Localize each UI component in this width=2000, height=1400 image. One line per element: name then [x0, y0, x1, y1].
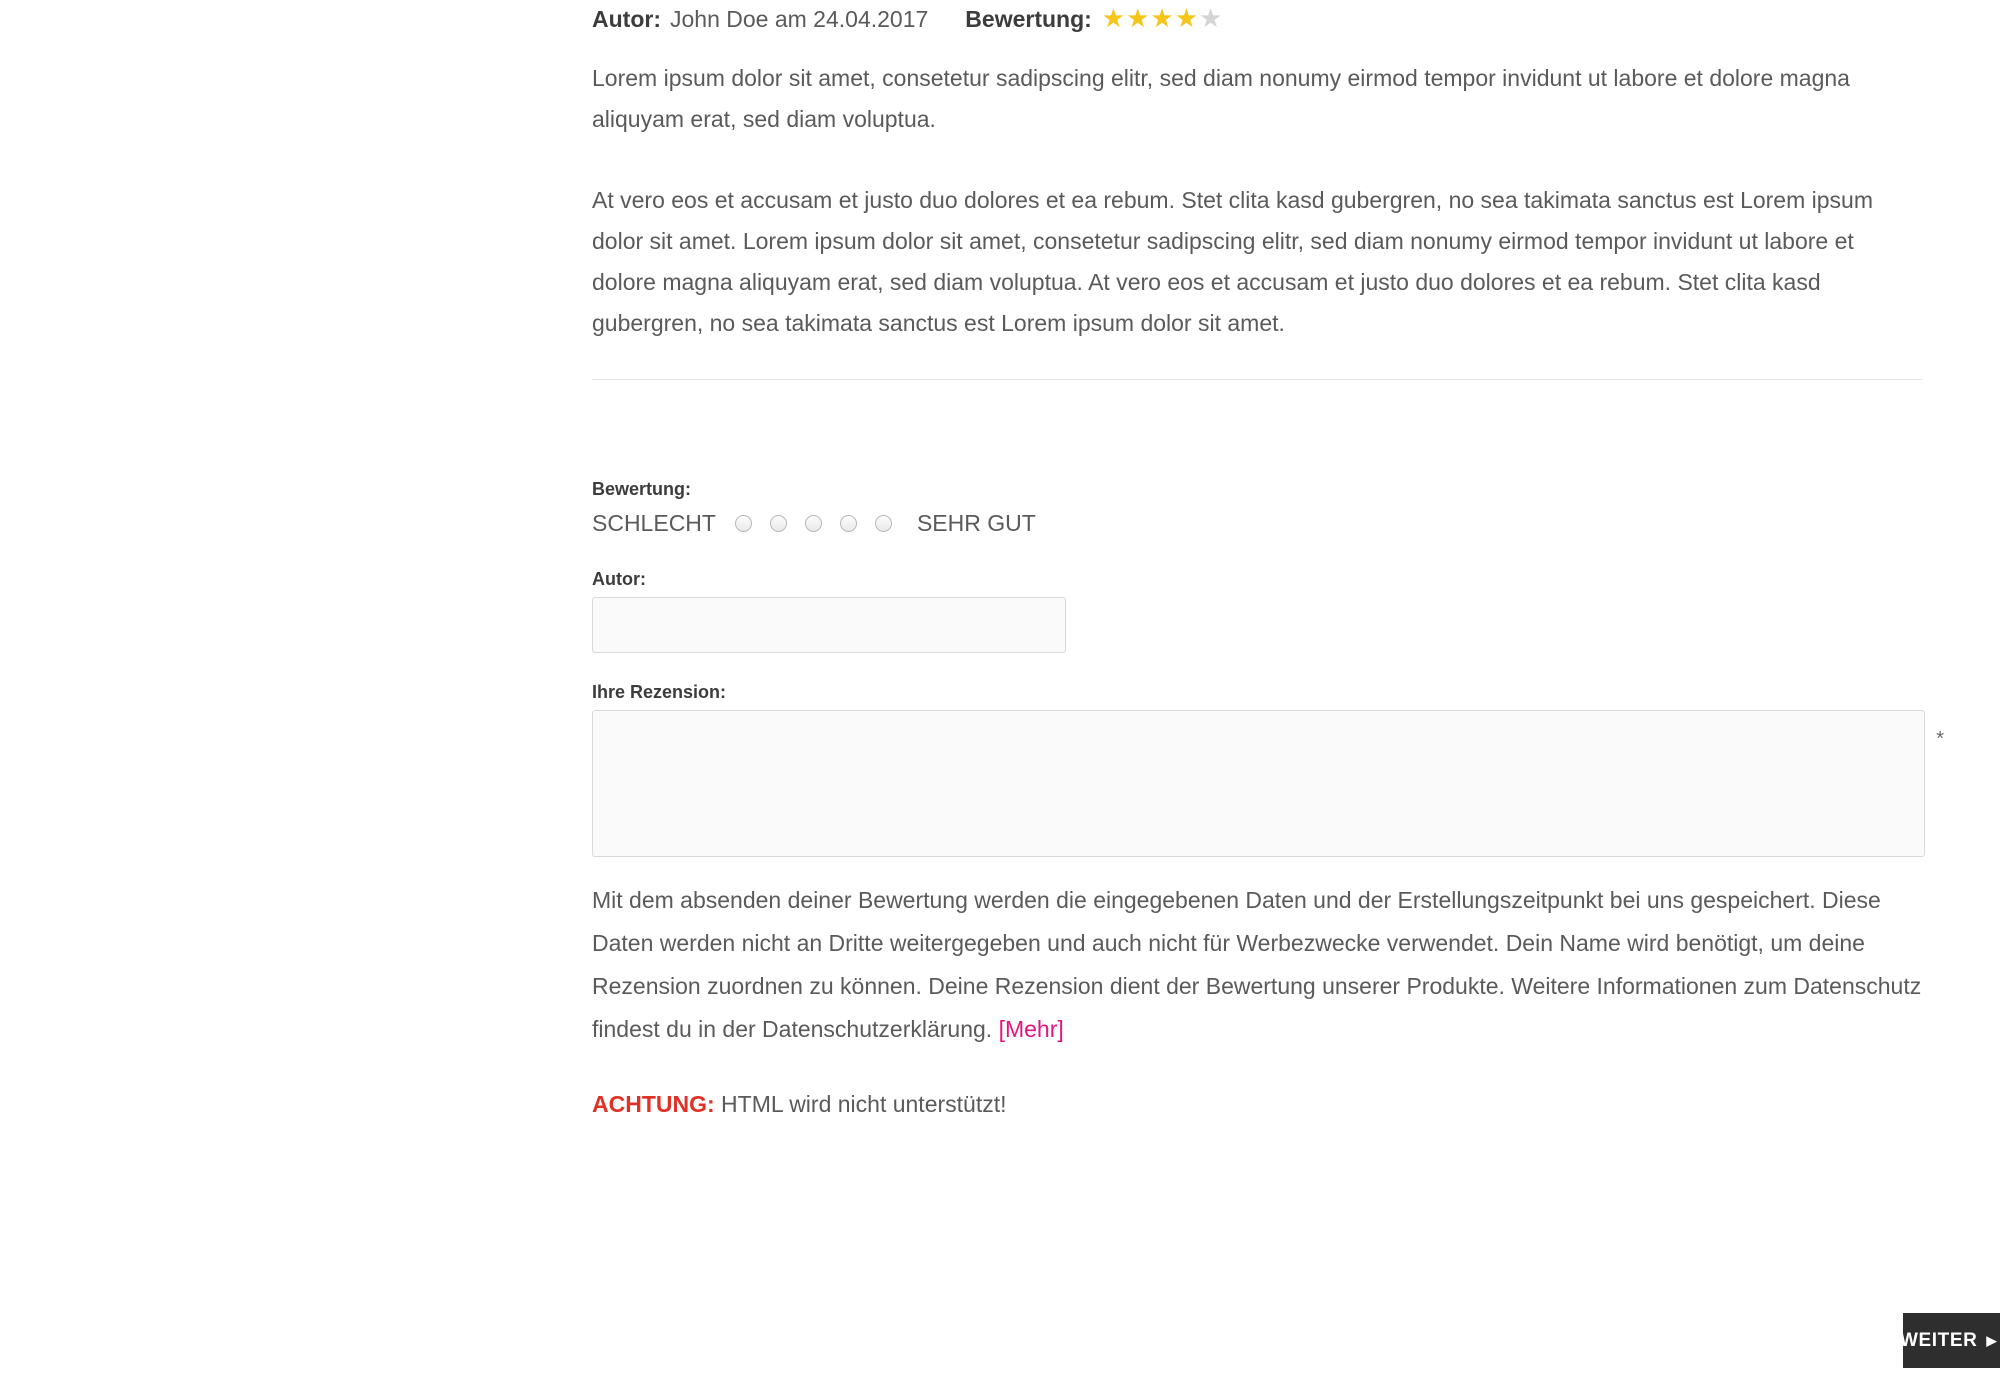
star-filled-icon: ★: [1126, 3, 1150, 33]
html-notice-text: HTML wird nicht unterstützt!: [721, 1091, 1007, 1117]
star-empty-icon: ★: [1199, 3, 1223, 33]
review-author-label: Autor:: [592, 6, 661, 32]
rating-scale-high-label: SEHR GUT: [916, 510, 1036, 536]
rating-radio-1[interactable]: [735, 515, 752, 532]
review-author-name: John Doe am 24.04.2017: [669, 6, 929, 32]
chevron-right-icon: ▶: [1986, 1333, 1998, 1348]
rating-radio-2[interactable]: [770, 515, 787, 532]
form-review-label: Ihre Rezension:: [592, 682, 727, 702]
rating-radio-group[interactable]: [726, 515, 901, 532]
html-notice: [592, 1087, 1924, 1121]
review-body: [592, 58, 1924, 344]
author-input[interactable]: [592, 597, 1066, 653]
review-rating-label: Bewertung:: [965, 6, 1092, 32]
html-notice-label: ACHTUNG:: [592, 1091, 715, 1117]
review-paragraph: At vero eos et accusam et justo duo dolores et ea rebum. Stet clita kasd gubergren, no sea takimata sanctus est Lorem ipsum dolor sit amet. Lorem ipsum dolor sit amet, consetetur sadipscing elitr, sed diam nonumy eirmod tempor invidunt ut labore et dolore magna aliquyam erat, sed diam voluptua. At vero eos et accusam et justo duo dolores et ea rebum. Stet clita kasd gubergren, no sea takimata sanctus est Lorem ipsum dolor sit amet.: [592, 187, 1874, 336]
required-marker: *: [1936, 728, 1944, 750]
review-form: [592, 476, 1944, 1121]
form-author-label: Autor:: [592, 569, 646, 589]
rating-radio-3[interactable]: [805, 515, 822, 532]
rating-scale-low-label: SCHLECHT: [592, 510, 716, 536]
content-column: [592, 0, 1944, 1121]
rating-radio-5[interactable]: [875, 515, 892, 532]
section-divider: [592, 379, 1922, 380]
star-filled-icon: ★: [1101, 3, 1126, 33]
privacy-notice-text: Mit dem absenden deiner Bewertung werden die eingegebenen Daten und der Erstellungszeitpunkt bei uns gespeichert. Diese Daten werden nicht an Dritte weitergegeben und auch nicht für Werbezwecke verwendet. Dein Name wird benötigt, um deine Rezension zuordnen zu können. Deine Rezension dient der Bewertung unserer Produkte. Weitere Informationen zum Datenschutz findest du in der Datenschutzerklärung.: [592, 887, 1922, 1042]
privacy-notice: [592, 879, 1937, 1051]
rating-selector: [592, 506, 1924, 540]
review-star-rating: [1102, 5, 1224, 31]
review-textarea-wrapper: [592, 710, 1944, 857]
review-textarea[interactable]: [592, 710, 1925, 857]
star-filled-icon: ★: [1174, 3, 1199, 33]
form-rating-label: Bewertung:: [592, 479, 691, 499]
review-header: [592, 0, 1924, 36]
next-button-label: WEITER: [1899, 1329, 1978, 1351]
star-filled-icon: ★: [1150, 3, 1174, 33]
next-button[interactable]: [1899, 1313, 2000, 1368]
review-paragraph: Lorem ipsum dolor sit amet, consetetur sadipscing elitr, sed diam nonumy eirmod tempor invidunt ut labore et dolore magna aliquyam erat, sed diam voluptua.: [592, 65, 1850, 132]
rating-radio-4[interactable]: [840, 515, 857, 532]
privacy-more-link[interactable]: [Mehr]: [998, 1016, 1064, 1042]
